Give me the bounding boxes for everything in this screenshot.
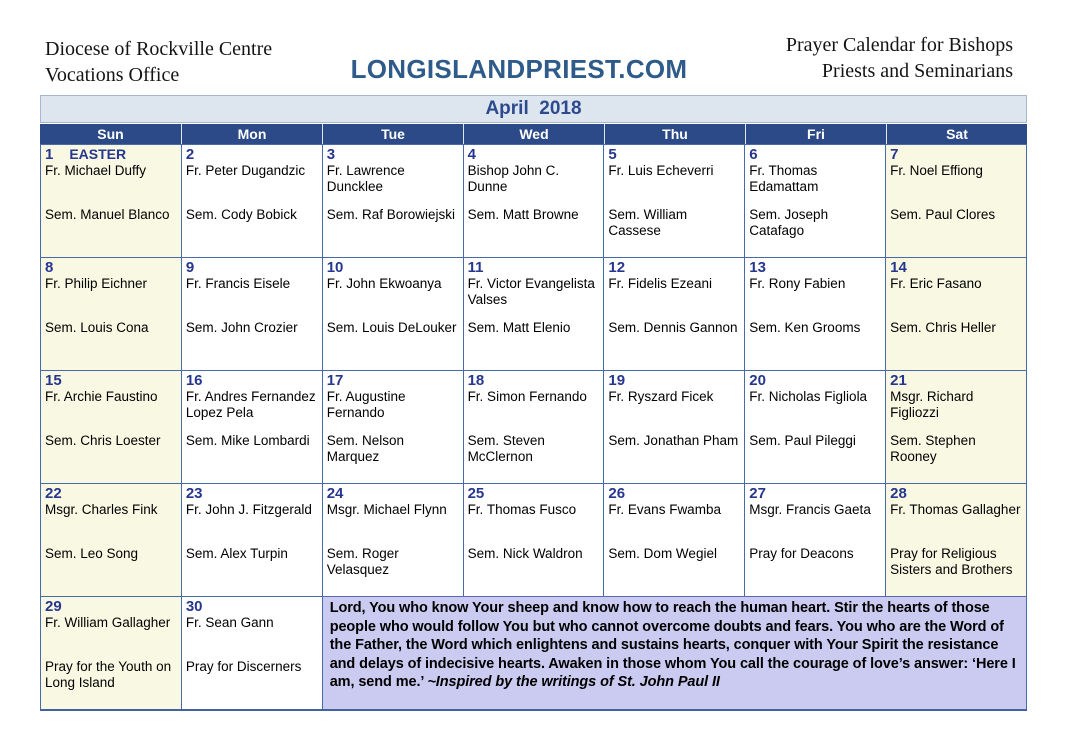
cell-second: Sem. Chris Heller [890,320,996,335]
cell-date: 27 [749,485,766,502]
cell-header [749,259,881,276]
cell-second: Sem. John Crozier [185,320,298,335]
cell-date: 15 [45,372,62,389]
prayer-box [323,596,1027,709]
cell-priest: Fr. Thomas Gallagher [890,502,1021,517]
cell-priest: Fr. Victor Evangelista Valses [467,276,595,307]
cell-priest: Fr. Augustine Fernando [326,389,406,420]
cell-priest: Fr. Thomas Edamattam [749,163,819,194]
calendar-day-cell [41,144,182,257]
cell-header [45,598,177,615]
cell-second: Sem. Cody Bobick [185,207,297,222]
calendar-day-cell [323,257,464,370]
calendar-day-cell [464,370,605,483]
calendar-day-cell [41,596,182,709]
cell-date: 11 [467,259,484,276]
calendar-subtitle [786,32,1013,84]
cell-date: 22 [45,485,62,502]
cell-priest: Fr. Noel Effiong [890,163,983,178]
cell-priest: Fr. Lawrence Duncklee [326,163,405,194]
cell-priest: Fr. John Ekwoanya [326,276,442,291]
cell-second: Sem. Paul Pileggi [749,433,856,448]
cell-date: 18 [467,372,485,389]
calendar-day-cell [323,144,464,257]
cell-header [890,259,1022,276]
cell-second: Sem. Manuel Blanco [45,207,170,222]
cell-second: Sem. Chris Loester [45,433,161,448]
cell-date: 30 [185,598,203,615]
calendar-day-cell [182,370,323,483]
cell-date: 14 [890,259,907,276]
calendar-day-cell [745,257,886,370]
cell-priest: Fr. Andres Fernandez Lopez Pela [185,389,316,420]
cell-header [186,259,318,276]
calendar-day-cell [745,370,886,483]
calendar-day-cell [464,483,605,596]
cell-header [186,372,318,389]
calendar-day-cell [182,257,323,370]
cell-header [608,485,740,502]
calendar-day-cell [464,144,605,257]
cell-priest: Fr. Luis Echeverri [608,163,714,178]
calendar-day-cell [182,483,323,596]
cell-header [890,372,1022,389]
cell-header [45,372,177,389]
cell-priest: Fr. John J. Fitzgerald [185,502,312,517]
cell-second: Sem. Steven McClernon [467,433,545,464]
cell-header [45,485,177,502]
calendar-day-cell [41,257,182,370]
cell-date: 29 [45,598,62,615]
cell-second: Sem. Nick Waldron [467,546,583,561]
cell-priest: Fr. Simon Fernando [467,389,587,404]
calendar-day-cell [182,144,323,257]
calendar-day-cell [323,483,464,596]
cell-date: 23 [185,485,203,502]
cell-priest: Fr. Fidelis Ezeani [608,276,712,291]
cell-priest: Fr. Nicholas Figliola [749,389,868,404]
calendar-day-cell [182,596,323,709]
cell-header [327,259,459,276]
cell-priest: Fr. Rony Fabien [749,276,846,291]
org-title-line1: Diocese of Rockville Centre [45,38,273,60]
weekday-header: Wed [463,124,604,144]
cell-header [890,146,1022,163]
cell-date: 21 [890,372,907,389]
cell-header [45,146,177,163]
cell-header [327,146,459,163]
cell-header [608,372,740,389]
cell-second: Sem. William Cassese [608,207,688,238]
cell-priest: Fr. Evans Fwamba [608,502,721,517]
calendar-day-cell [41,370,182,483]
cell-second: Pray for Religious Sisters and Brothers [890,546,1013,577]
calendar-day-cell [886,144,1027,257]
cell-date: 28 [890,485,907,502]
cell-header [45,259,177,276]
cell-second: Sem. Roger Velasquez [326,546,399,577]
cell-second: Sem. Ken Grooms [749,320,861,335]
cell-second: Sem. Joseph Catafago [749,207,829,238]
cell-second: Pray for Discerners [185,659,302,674]
cell-date: 10 [326,259,344,276]
calendar-subtitle-line2: Priests and Seminarians [821,60,1013,82]
cell-second: Sem. Alex Turpin [185,546,288,561]
cell-date: 26 [608,485,626,502]
cell-priest: Fr. Thomas Fusco [467,502,577,517]
cell-priest: Fr. Philip Eichner [45,276,148,291]
cell-second: Sem. Dennis Gannon [608,320,738,335]
prayer-attribution: ~Inspired by the writings of St. John Paul II [427,674,720,690]
calendar-day-cell [323,370,464,483]
cell-date: 16 [185,372,203,389]
cell-second: Pray for Deacons [749,546,854,561]
cell-priest: Fr. Peter Dugandzic [185,163,306,178]
calendar-day-cell [604,257,745,370]
calendar-day-cell [604,483,745,596]
cell-header [608,259,740,276]
cell-date: 9 [185,259,195,276]
cell-second: Sem. Dom Wegiel [608,546,717,561]
cell-priest: Fr. Archie Faustino [45,389,158,404]
calendar-day-cell [886,257,1027,370]
cell-header [749,372,881,389]
cell-date: 1 [45,146,54,163]
cell-priest: Msgr. Richard Figliozzi [890,389,974,420]
cell-second: Sem. Paul Clores [890,207,996,222]
cell-date: 3 [326,146,336,163]
calendar-day-cell [886,370,1027,483]
cell-date: 5 [608,146,617,163]
calendar-day-cell [464,257,605,370]
calendar-grid [40,144,1027,711]
calendar-day-cell [745,483,886,596]
cell-priest: Fr. Sean Gann [185,615,274,630]
cell-priest: Fr. Francis Eisele [185,276,291,291]
weekday-header: Sat [886,124,1027,144]
website-title: LONGISLANDPRIEST.COM [350,54,688,84]
cell-header [186,485,318,502]
cell-priest: Fr. Ryszard Ficek [608,389,714,404]
cell-second: Pray for the Youth on Long Island [45,659,172,690]
cell-second: Sem. Matt Elenio [467,320,571,335]
cell-priest: Bishop John C. Dunne [467,163,560,194]
cell-second: Sem. Leo Song [45,546,139,561]
calendar [40,95,1027,711]
cell-header [749,146,881,163]
cell-date: 12 [608,259,626,276]
cell-header [468,485,600,502]
weekday-header: Tue [322,124,463,144]
cell-second: Sem. Stephen Rooney [890,433,976,464]
cell-date: 13 [749,259,766,276]
cell-second: Sem. Louis DeLouker [326,320,457,335]
cell-header [468,259,600,276]
cell-priest: Msgr. Michael Flynn [326,502,447,517]
cell-date: 19 [608,372,626,389]
cell-date: 2 [185,146,195,163]
cell-second: Sem. Jonathan Pham [608,433,739,448]
cell-header [468,146,600,163]
weekday-header-row [40,124,1027,144]
cell-header [608,146,740,163]
cell-date: 17 [326,372,344,389]
cell-second: Sem. Louis Cona [45,320,149,335]
month-title: April 2018 [40,95,1027,123]
cell-priest: Fr. William Gallagher [45,615,171,630]
cell-header [468,372,600,389]
cell-date: 24 [326,485,344,502]
calendar-day-cell [745,144,886,257]
weekday-header: Fri [745,124,886,144]
cell-date: 4 [467,146,476,163]
cell-second: Sem. Mike Lombardi [185,433,310,448]
cell-date: 25 [467,485,485,502]
cell-second: Sem. Nelson Marquez [326,433,404,464]
cell-second: Sem. Matt Browne [467,207,579,222]
weekday-header: Thu [604,124,745,144]
cell-header [186,598,318,615]
cell-header [186,146,318,163]
calendar-day-cell [41,483,182,596]
cell-header [327,485,459,502]
cell-priest: Fr. Eric Fasano [890,276,982,291]
cell-date: 7 [890,146,899,163]
cell-date: 6 [749,146,758,163]
cell-priest: Msgr. Charles Fink [45,502,158,517]
org-title-line2: Vocations Office [45,64,180,86]
cell-header [749,485,881,502]
calendar-day-cell [604,370,745,483]
cell-date: 20 [749,372,766,389]
weekday-header: Sun [97,126,124,142]
cell-priest: Fr. Michael Duffy [45,163,147,178]
calendar-day-cell [886,483,1027,596]
cell-date: 8 [45,259,54,276]
calendar-day-cell [604,144,745,257]
cell-header [890,485,1022,502]
cell-priest: Msgr. Francis Gaeta [749,502,871,517]
calendar-subtitle-line1: Prayer Calendar for Bishops [785,34,1013,56]
cell-second: Sem. Raf Borowiejski [326,207,455,222]
prayer-text: Lord, You who know Your sheep and know how to reach the human heart. Stir the hearts of those people who would follow You but who cannot overcome doubts and fears. You who are the Word of the Father, the Word which enlightens and sustains hearts, conquer with Your Spirit the resistance and delays of indecisive hearts. Awaken in those whom You call the courage of love’s answer: ‘Here I am, send me.’ [329,600,1016,690]
cell-header [327,372,459,389]
weekday-header: Mon [181,124,322,144]
cell-tag: EASTER [69,146,127,162]
